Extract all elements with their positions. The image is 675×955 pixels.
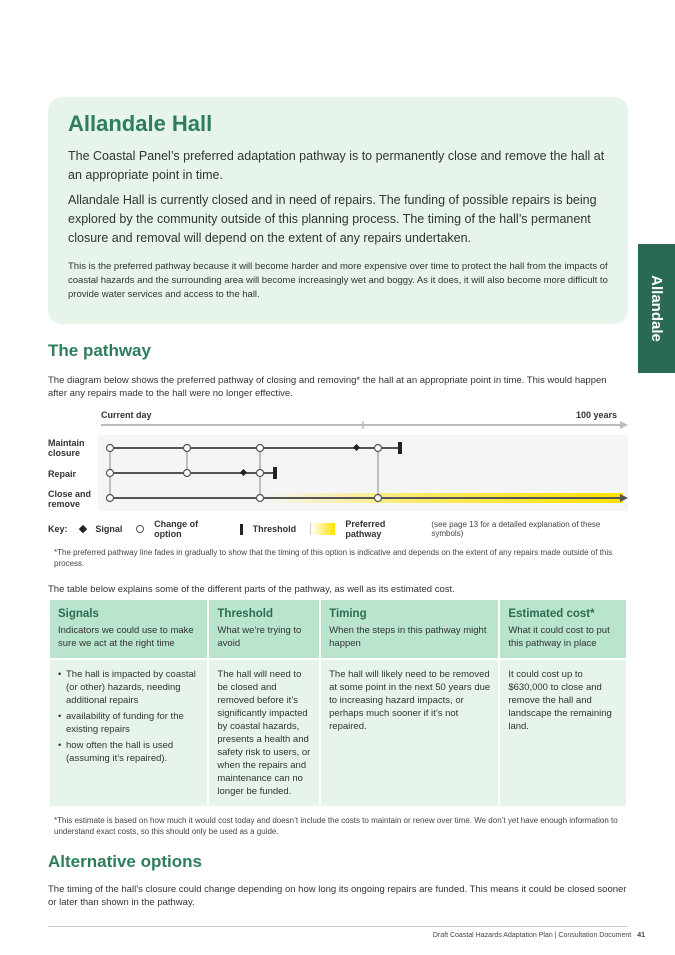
- intro-paragraph-1: The Coastal Panel’s preferred adaptation pathway is to permanently close and remove the hall at an appropriate point in time.: [68, 149, 605, 182]
- legend-signal: Signal: [95, 524, 123, 534]
- header-cost: Estimated cost* What it could cost to put this pathway in place: [500, 600, 626, 658]
- pathway-text: The diagram below shows the preferred pathway of closing and removing* the hall at an appropriate point in time. This would happen after any repairs made to the hall were no longer effective.: [48, 375, 607, 399]
- cell-timing: The hall will likely need to be removed at some point in the next 50 years due to increasing hazard impacts, or perhaps much sooner if it’s not repaired.: [321, 658, 498, 806]
- cell-signals: [50, 658, 207, 806]
- page-number: 41: [637, 932, 645, 939]
- timeline-start-label: Current day: [101, 410, 152, 420]
- alternatives-text: The timing of the hall’s closure could change depending on how long its ongoing repairs are funded. This means it could be closed sooner or later than shown in the pathway.: [48, 884, 627, 908]
- intro-box: [48, 97, 628, 324]
- repair-threshold: [273, 467, 277, 479]
- alternatives-heading: Alternative options: [48, 852, 202, 871]
- signal-diamond-icon: [78, 525, 86, 533]
- maintain-closure-threshold: [398, 442, 402, 454]
- legend-threshold: Threshold: [252, 524, 297, 534]
- side-tab-label: Allandale: [648, 275, 665, 342]
- footer-divider: [48, 926, 628, 927]
- header-signals: Signals Indicators we could use to make sure we act at the right time: [50, 600, 207, 658]
- signals-list: [58, 668, 199, 765]
- threshold-bar-icon: [240, 524, 243, 535]
- change-circle-repair-2: [184, 470, 191, 477]
- change-circle-icon: [136, 525, 144, 533]
- header-threshold: Threshold What we’re trying to avoid: [209, 600, 319, 658]
- change-circle-close-1: [107, 495, 114, 502]
- legend-note: (see page 13 for a detailed explanation of these symbols): [431, 520, 601, 538]
- pathway-heading: The pathway: [48, 341, 151, 360]
- change-circle-close-3: [375, 495, 382, 502]
- signal-item: • availability of funding for the existing repairs: [58, 710, 199, 736]
- preferred-pathway-icon: [310, 523, 335, 535]
- page-title: Allandale Hall: [68, 111, 213, 136]
- table-intro: The table below explains some of the different parts of the pathway, as well as its estimated cost.: [48, 584, 455, 595]
- change-circle-repair-1: [107, 470, 114, 477]
- row-label-close: Close and remove: [48, 489, 92, 509]
- header-timing: Timing When the steps in this pathway might happen: [321, 600, 498, 658]
- change-circle-close-2: [257, 495, 264, 502]
- signal-item: • how often the hall is used (assuming it’s repaired).: [58, 739, 199, 765]
- intro-paragraph-3: This is the preferred pathway because it will become harder and more expensive over time to protect the hall from the impacts of coastal hazards and the surrounding area will become increasingly wet and boggy. As it does, it will also become more difficult to provide water services and access to the hall.: [68, 261, 608, 300]
- legend-key-label: Key:: [48, 524, 68, 534]
- change-circle-maintain-2: [184, 445, 191, 452]
- change-circle-repair-3: [257, 470, 264, 477]
- change-circle-maintain-4: [375, 445, 382, 452]
- intro-paragraph-2: Allandale Hall is currently closed and in need of repairs. The funding of possible repairs is being explored by the community outside of this planning process. The timing of the hall’s permanent closure and removal will depend on the extent of any repairs undertaken.: [68, 193, 597, 245]
- page-footer: [433, 932, 645, 939]
- change-circle-maintain-1: [107, 445, 114, 452]
- cell-threshold: The hall will need to be closed and removed before it’s significantly impacted by coastal hazards, presents a health and safety risk to users, or when the repairs and maintenance can no longer be funded.: [209, 658, 319, 806]
- pathway-diagram: [48, 405, 628, 513]
- row-label-repair: Repair: [48, 469, 77, 479]
- cell-cost: It could cost up to $630,000 to close and remove the hall and landscape the remaining land.: [500, 658, 626, 806]
- diagram-legend: [48, 519, 628, 539]
- legend-preferred: Preferred pathway: [345, 519, 386, 539]
- side-tab-allandale[interactable]: [638, 244, 675, 373]
- legend-change: Change of option: [154, 519, 199, 539]
- footer-text: Draft Coastal Hazards Adaptation Plan | Consultation Document: [432, 932, 632, 939]
- pathway-table: [48, 600, 628, 806]
- diagram-footnote: *The preferred pathway line fades in gradually to show that the timing of this option is indicative and depends on the extent of any repairs made outside of this process.: [54, 548, 613, 568]
- change-circle-maintain-3: [257, 445, 264, 452]
- signal-item: • The hall is impacted by coastal (or other) hazards, needing additional repairs: [58, 668, 199, 707]
- timeline-end-label: 100 years: [575, 410, 617, 420]
- cost-footnote: *This estimate is based on how much it would cost today and doesn’t include the costs to maintain or renew over time. We don’t yet have enough information to understand exact costs, so this should only be used as a guide.: [54, 816, 618, 836]
- row-label-maintain: Maintain closure: [48, 438, 85, 458]
- timeline-arrowhead: [620, 421, 628, 429]
